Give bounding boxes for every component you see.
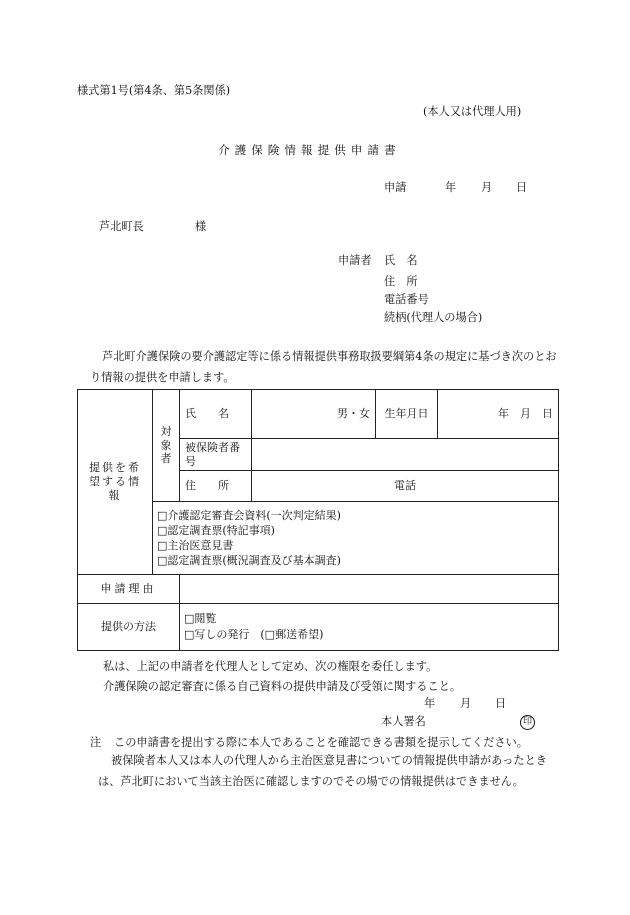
date-label: 申請 xyxy=(384,181,407,194)
info-checklist xyxy=(153,502,559,575)
subject-char-3: 者 xyxy=(160,452,172,466)
notes-line-1: この申請書を提出する際に本人であることを確認できる書類を提示してください。 xyxy=(114,736,528,749)
date-year: 年 xyxy=(445,181,457,194)
delegation-line-1: 私は、上記の申請者を代理人として定め、次の権限を委任します。 xyxy=(103,660,438,673)
gender-options: 男・女 xyxy=(337,407,370,421)
gender-field[interactable] xyxy=(252,390,376,439)
insured-number-field[interactable] xyxy=(252,439,559,471)
address-label: 住 所 xyxy=(180,471,252,502)
addressee-honorific: 様 xyxy=(195,220,207,233)
form-number: 様式第1号(第4条、第5条関係) xyxy=(77,84,231,97)
date-day: 日 xyxy=(516,181,528,194)
delegation-year: 年 xyxy=(424,697,436,710)
delegation-line-2: 介護保険の認定審査に係る自己資料の提供申請及び受領に関すること。 xyxy=(103,680,462,693)
birthdate-value: 年 月 日 xyxy=(498,407,553,421)
subject-label-cell xyxy=(153,390,180,502)
usage-note: (本人又は代理人用) xyxy=(423,105,522,118)
document-title: 介護保険情報提供申請書 xyxy=(218,143,401,157)
intro-paragraph: 芦北町介護保険の要介護認定等に係る情報提供事務取扱要綱第4条の規定に基づき次のとおり情報の提供を申請します。 xyxy=(90,350,557,384)
checklist-item[interactable]: □認定調査票(特記事項) xyxy=(157,524,275,537)
applicant-address-label: 住 所 xyxy=(384,275,418,288)
birthdate-field[interactable] xyxy=(438,390,559,439)
seal-mark: 印 xyxy=(520,715,535,730)
applicant-name-label: 氏 名 xyxy=(384,254,418,267)
reason-field[interactable] xyxy=(180,575,559,604)
applicant-label: 申請者 xyxy=(338,254,372,267)
notes-line-2: 被保険者本人又は本人の代理人から主治医意見書についての情報提供申請があったときは、芦北町において当該主治医に確認しますのでその場での情報提供はできません。 xyxy=(98,754,547,788)
method-label: 提供の方法 xyxy=(78,604,180,651)
signature-label: 本人署名 xyxy=(381,715,426,728)
address-field[interactable] xyxy=(252,471,559,502)
date-month: 月 xyxy=(481,181,493,194)
birthdate-label: 生年月日 xyxy=(376,390,438,439)
name-label: 氏 名 xyxy=(180,390,252,439)
checklist-item[interactable]: □主治医意見書 xyxy=(157,539,234,552)
notes-label: 注 xyxy=(90,736,102,749)
reason-label: 申請理由 xyxy=(78,575,180,604)
delegation-month: 月 xyxy=(460,697,472,710)
phone-label: 電話 xyxy=(394,479,416,493)
subject-char-1: 対 xyxy=(160,424,172,438)
request-table xyxy=(77,389,559,651)
insured-number-label: 被保険者番 号 xyxy=(180,439,252,471)
applicant-relation-label: 続柄(代理人の場合) xyxy=(384,311,483,324)
addressee-name: 芦北町長 xyxy=(99,220,144,233)
requested-info-label: 提供を希望する情報 xyxy=(78,390,153,575)
method-option-view[interactable]: □閲覧 xyxy=(184,612,217,625)
applicant-phone-label: 電話番号 xyxy=(384,293,429,306)
delegation-day: 日 xyxy=(495,697,507,710)
method-options xyxy=(180,604,559,651)
method-option-copy[interactable]: □写しの発行 (□郵送希望) xyxy=(184,628,324,641)
checklist-item[interactable]: □認定調査票(概況調査及び基本調査) xyxy=(157,554,341,567)
subject-char-2: 象 xyxy=(160,438,172,452)
checklist-item[interactable]: □介護認定審査会資料(一次判定結果) xyxy=(157,509,341,522)
